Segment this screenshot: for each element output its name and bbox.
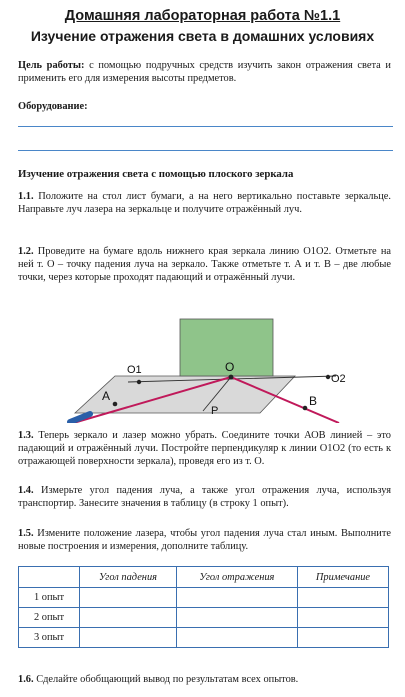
goal-label: Цель работы:	[18, 60, 85, 71]
step-text: Положите на стол лист бумаги, а на него вертикально поставьте зеркальце. Направьте луч лазера на зеркальце и получите отражённый луч.	[18, 191, 391, 216]
laser-pointer	[70, 414, 90, 422]
label-a: A	[102, 389, 111, 403]
point-a	[113, 402, 118, 407]
point-o1	[137, 380, 141, 384]
label-o2: O2	[331, 373, 346, 385]
point-o2	[326, 375, 330, 379]
mirror-reflection-figure	[60, 313, 360, 423]
equipment-line	[18, 100, 391, 113]
step-1-4	[18, 484, 391, 510]
table-header-row	[19, 567, 389, 588]
row-label: 2 опыт	[19, 608, 80, 628]
table-cell[interactable]	[297, 628, 388, 648]
step-number: 1.6.	[18, 674, 34, 685]
table-cell[interactable]	[176, 588, 297, 608]
step-text: Теперь зеркало и лазер можно убрать. Соедините точки АОВ линией – это падающий и отражённый лучи. Постройте перпендикуляр к линии O1O2 (то есть к отражающей поверхности зеркала), проведя его из т. О.	[18, 430, 391, 468]
table-cell[interactable]	[176, 608, 297, 628]
equipment-label: Оборудование:	[18, 101, 88, 112]
table-cell[interactable]	[176, 628, 297, 648]
step-1-1	[18, 190, 391, 216]
table-header: Угол падения	[80, 567, 177, 588]
label-o: O	[225, 360, 235, 374]
step-text: Проведите на бумаге вдоль нижнего края зеркала линию O1O2. Отметьте на ней т. О – точку падения луча на зеркало. Также отметьте т. А и т. В – две любые точки, через которые проходят падающий и отражённый лучи.	[18, 246, 391, 284]
table-header: Угол отражения	[176, 567, 297, 588]
table-cell[interactable]	[297, 608, 388, 628]
step-1-3	[18, 429, 391, 469]
step-1-6	[18, 674, 298, 685]
equipment-write-line-1[interactable]	[18, 126, 393, 127]
step-1-5	[18, 527, 391, 553]
label-o1: O1	[127, 364, 142, 376]
step-1-2	[18, 245, 391, 285]
page-subtitle: Изучение отражения света в домашних условиях	[30, 28, 375, 44]
table-header: Примечание	[297, 567, 388, 588]
step-text: Измерьте угол падения луча, а также угол отражения луча, используя транспортир. Занесите значения в таблицу (в строку 1 опыт).	[18, 485, 391, 510]
step-text: Сделайте обобщающий вывод по результатам всех опытов.	[33, 674, 299, 685]
results-table	[18, 566, 389, 648]
table-row	[19, 608, 389, 628]
equipment-write-line-2[interactable]	[18, 150, 393, 151]
step-number: 1.4.	[18, 485, 34, 496]
table-header-corner	[19, 567, 80, 588]
page-title: Домашняя лабораторная работа №1.1	[64, 8, 341, 24]
table-cell[interactable]	[80, 628, 177, 648]
goal-paragraph	[18, 59, 391, 85]
point-b	[303, 406, 308, 411]
label-p: P	[211, 405, 219, 417]
step-number: 1.1.	[18, 191, 34, 202]
table-cell[interactable]	[80, 588, 177, 608]
row-label: 1 опыт	[19, 588, 80, 608]
label-b: B	[309, 394, 318, 408]
point-o	[229, 375, 234, 380]
row-label: 3 опыт	[19, 628, 80, 648]
table-row	[19, 628, 389, 648]
section-title: Изучение отражения света с помощью плоского зеркала	[18, 168, 294, 180]
table-row	[19, 588, 389, 608]
step-number: 1.5.	[18, 528, 34, 539]
table-cell[interactable]	[297, 588, 388, 608]
step-number: 1.2.	[18, 246, 34, 257]
goal-text: с помощью подручных средств изучить закон отражения света и применить его для измерения высоты предметов.	[18, 60, 391, 85]
step-number: 1.3.	[18, 430, 34, 441]
step-text: Измените положение лазера, чтобы угол падения луча стал иным. Выполните новые построения и измерения, дополните таблицу.	[18, 528, 391, 553]
table-cell[interactable]	[80, 608, 177, 628]
